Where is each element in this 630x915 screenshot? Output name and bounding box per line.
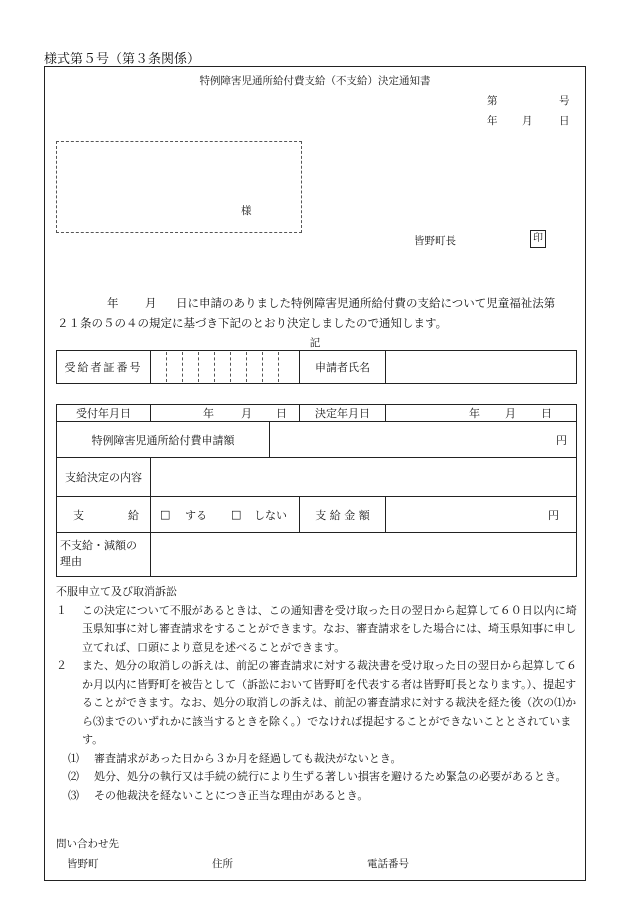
table2-border (150, 457, 151, 577)
appeal-notes-heading: 不服申立て及び取消訴訟 (56, 585, 177, 598)
decision-date-month: 月 (505, 407, 516, 420)
intro-month: 月 (145, 296, 157, 310)
intro-text-line1: 日に申請のありました特例障害児通所給付費の支給について児童福祉法第 (176, 296, 556, 310)
payment-label-part1: 支 (73, 508, 84, 522)
reason-label-line2: 理由 (60, 555, 82, 568)
appeal-subnote-3 (56, 787, 586, 806)
ki-mark: 記 (309, 337, 321, 349)
issue-year: 年 (487, 115, 498, 127)
checkbox-yes[interactable]: □ (160, 508, 171, 521)
decision-date-day: 日 (541, 407, 552, 420)
digit-separator (230, 352, 231, 382)
checkbox-no[interactable]: □ (231, 508, 242, 521)
applicant-name-label: 申請者氏名 (315, 361, 370, 374)
appeal-subnote-1-number: ⑴ (68, 751, 79, 765)
digit-separator (262, 352, 263, 382)
decision-date-label: 決定年月日 (315, 407, 370, 420)
table1-border (576, 350, 577, 384)
appeal-note-2 (56, 657, 586, 750)
intro-text-line2: ２１条の５の４の規定に基づき下記のとおり決定しましたので通知します。 (57, 316, 448, 330)
document-title: 特例障害児通所給付費支給（不支給）決定通知書 (199, 75, 431, 87)
issue-number-prefix: 第 (487, 95, 498, 107)
digit-separator (214, 352, 215, 382)
appeal-notes (56, 583, 586, 805)
table1-border (385, 350, 386, 384)
payment-label-part2: 給 (128, 508, 139, 522)
appeal-subnote-1 (56, 750, 586, 769)
table2-border (385, 404, 386, 422)
reason-label (60, 538, 137, 570)
contact-phone-label: 電話番号 (367, 858, 409, 870)
issue-number-suffix: 号 (559, 95, 570, 107)
table2-border (576, 404, 577, 577)
appeal-subnote-2-number: ⑵ (68, 770, 79, 783)
addressee-box (56, 141, 302, 233)
appeal-note-1-text: この決定について不服があるときは、この通知書を受け取った日の翌日から起算して６０日以内に埼玉県知事に対し審査請求をすることができます。なお、審査請求をした場合には、埼玉県知事に申し立てれば、口頭により意見を述べることができます。 (82, 603, 577, 654)
issue-month: 月 (522, 115, 533, 127)
form-label: 様式第５号（第３条関係） (44, 52, 201, 67)
appeal-subnote-1-text: 審査請求があった日から３か月を経過しても裁決がないとき。 (94, 751, 402, 765)
appeal-note-2-text: また、処分の取消しの訴えは、前記の審査請求に対する裁決書を受け取った日の翌日から起算して６か月以内に皆野町を被告として（訴訟において皆野町を代表する者は皆野町長となります。）、提起することができます。なお、処分の取消しの訴えは、前記の審査請求に対する裁決を経た後（次の⑴から⑶までのいずれかに該当するときを除く。）でなければ提起することができないこととされています。 (82, 659, 577, 746)
table2-border (150, 404, 151, 422)
appeal-subnote-2 (56, 768, 586, 787)
digit-separator (278, 352, 279, 382)
digit-separator (182, 352, 183, 382)
receipt-date-month: 月 (241, 407, 252, 420)
appeal-note-1 (56, 602, 586, 658)
seal-mark: 印 (530, 230, 546, 248)
digit-separator (198, 352, 199, 382)
table2-border (385, 496, 386, 533)
digit-separator (166, 352, 167, 382)
addressee-suffix: 様 (241, 205, 252, 217)
contact-town: 皆野町 (67, 858, 99, 870)
contact-heading: 問い合わせ先 (56, 838, 119, 850)
reason-label-line1: 不支給・減額の (60, 539, 137, 552)
appeal-subnote-3-text: その他裁決を経ないことにつき正当な理由があるとき。 (94, 788, 369, 802)
appeal-note-2-number: ２ (56, 659, 67, 672)
table2-border (56, 576, 577, 577)
amount-requested-label: 特例障害児通所給付費申請額 (91, 433, 235, 447)
option-yes-label: する (185, 508, 207, 522)
payment-amount-label: 支 給 金 額 (315, 508, 370, 522)
decision-content-label: 支給決定の内容 (65, 471, 142, 484)
digit-separator (246, 352, 247, 382)
table2-border (269, 421, 270, 458)
contact-address-label: 住所 (212, 858, 233, 870)
issuer-name: 皆野町長 (414, 235, 456, 247)
receipt-date-label: 受付年月日 (76, 407, 131, 420)
table2-border (56, 532, 577, 533)
recipient-number-label: 受給者証番号 (64, 361, 143, 374)
table1-bottom-border (56, 383, 577, 384)
appeal-subnote-2-text: 処分、処分の執行又は手続の続行により生ずる著しい損害を避けるため緊急の必要があるとき。 (94, 770, 567, 783)
appeal-subnote-3-number: ⑶ (68, 788, 79, 802)
receipt-date-year: 年 (203, 407, 214, 420)
payment-amount-yen: 円 (548, 508, 559, 522)
issue-day: 日 (559, 115, 570, 127)
amount-requested-yen: 円 (556, 433, 567, 447)
option-no-label: しない (254, 508, 287, 522)
intro-year: 年 (107, 296, 119, 310)
table1-border (150, 350, 151, 384)
appeal-note-1-number: １ (56, 603, 67, 617)
decision-date-year: 年 (469, 407, 480, 420)
receipt-date-day: 日 (276, 407, 287, 420)
